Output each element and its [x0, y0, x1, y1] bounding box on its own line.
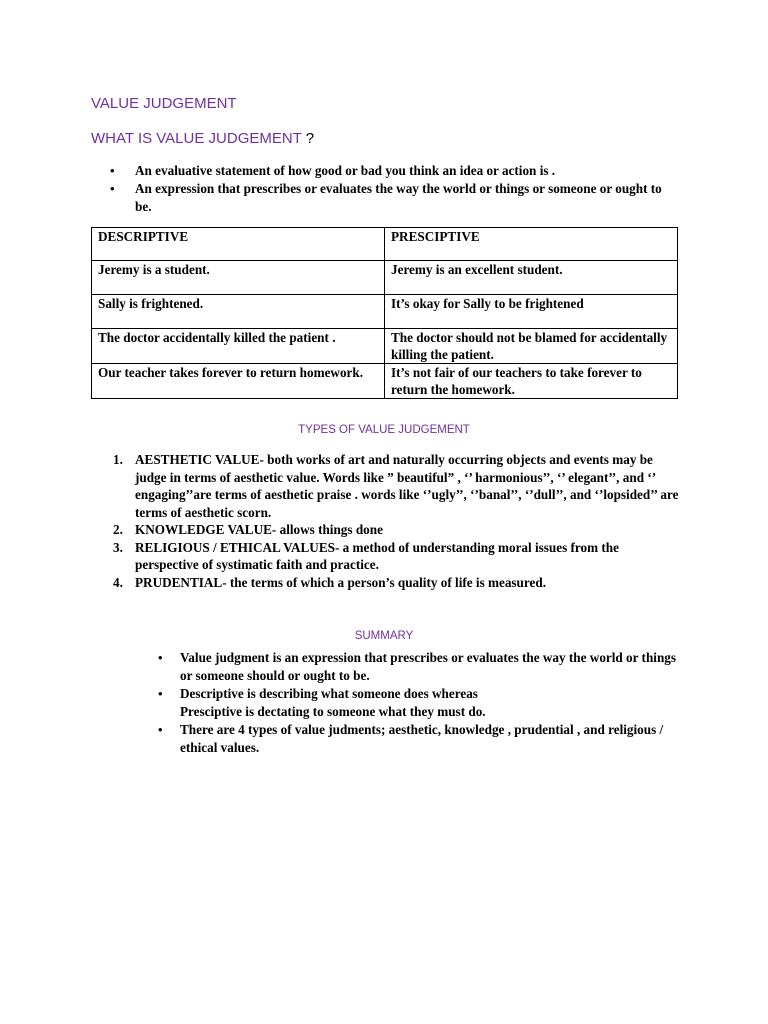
types-numbered-list	[91, 451, 681, 591]
page-title: VALUE JUDGEMENT	[91, 95, 237, 112]
bullet-icon: •	[158, 686, 163, 701]
list-item	[91, 451, 681, 521]
section-heading-suffix: ?	[301, 130, 315, 147]
list-item-text-continued: Presciptive is dectating to someone what they must do.	[180, 704, 486, 719]
table-cell: The doctor accidentally killed the patient .	[92, 329, 385, 364]
list-item-text: KNOWLEDGE VALUE- allows things done	[135, 522, 383, 537]
list-number: 4.	[113, 574, 123, 590]
section-heading-text: WHAT IS VALUE JUDGEMENT	[91, 130, 302, 147]
table-cell: Jeremy is an excellent student.	[385, 261, 678, 295]
table-cell: It’s okay for Sally to be frightened	[385, 295, 678, 329]
summary-heading: SUMMARY	[354, 630, 414, 642]
table-cell: It’s not fair of our teachers to take forever to return the homework.	[385, 364, 678, 399]
table-header-row	[92, 228, 678, 261]
list-item	[91, 539, 681, 574]
comparison-table	[91, 227, 678, 399]
table-cell: The doctor should not be blamed for accidentally killing the patient.	[385, 329, 678, 364]
list-item-text: RELIGIOUS / ETHICAL VALUES- a method of understanding moral issues from the perspective of systimatic faith and practice.	[135, 539, 619, 572]
list-item	[136, 649, 681, 685]
table-header-descriptive: DESCRIPTIVE	[92, 228, 385, 261]
list-number: 3.	[113, 539, 123, 555]
table-cell: Sally is frightened.	[92, 295, 385, 329]
list-item-text: There are 4 types of value judments; aesthetic, knowledge , prudential , and religious / ethical values.	[180, 722, 664, 755]
table-row	[92, 261, 678, 295]
list-item-text: AESTHETIC VALUE- both works of art and naturally occurring objects and events may be judge in terms of aesthetic value. Words like ” beautiful” , ‘’ harmonious’’, ‘’ elegant’’, and ‘’ engaging’’are terms of aesthetic praise . words like ‘’ugly’’, ‘’banal’’, ‘’dull’’, and ‘’lopsided’’ are terms of aesthetic scorn.	[135, 452, 679, 520]
list-item	[136, 685, 681, 721]
list-item	[91, 521, 681, 539]
list-item-text: PRUDENTIAL- the terms of which a person’s quality of life is measured.	[135, 574, 546, 590]
intro-bullet-list	[91, 162, 681, 216]
list-item	[136, 721, 681, 757]
bullet-icon: •	[110, 181, 115, 196]
types-heading: TYPES OF VALUE JUDGEMENT	[298, 424, 470, 436]
bullet-icon: •	[158, 650, 163, 665]
list-item	[91, 162, 681, 180]
bullet-icon: •	[110, 163, 115, 178]
list-item	[91, 180, 681, 216]
table-row	[92, 364, 678, 399]
summary-bullet-list	[136, 649, 681, 757]
bullet-icon: •	[158, 722, 163, 737]
list-item-text: Descriptive is describing what someone does whereas	[180, 686, 478, 701]
section-heading-what-is	[91, 130, 314, 147]
list-item	[91, 574, 681, 592]
list-number: 1.	[113, 452, 123, 467]
table-header-prescriptive: PRESCIPTIVE	[385, 228, 678, 261]
list-item-text: An evaluative statement of how good or bad you think an idea or action is .	[135, 163, 556, 178]
list-item-text: An expression that prescribes or evaluates the way the world or things or someone or ought to be.	[135, 181, 662, 214]
list-number: 2.	[113, 522, 123, 537]
table-row	[92, 329, 678, 364]
table-cell: Our teacher takes forever to return homework.	[92, 364, 385, 399]
table-row	[92, 295, 678, 329]
list-item-text: Value judgment is an expression that prescribes or evaluates the way the world or things or someone should or ought to be.	[180, 650, 677, 683]
table-cell: Jeremy is a student.	[92, 261, 385, 295]
